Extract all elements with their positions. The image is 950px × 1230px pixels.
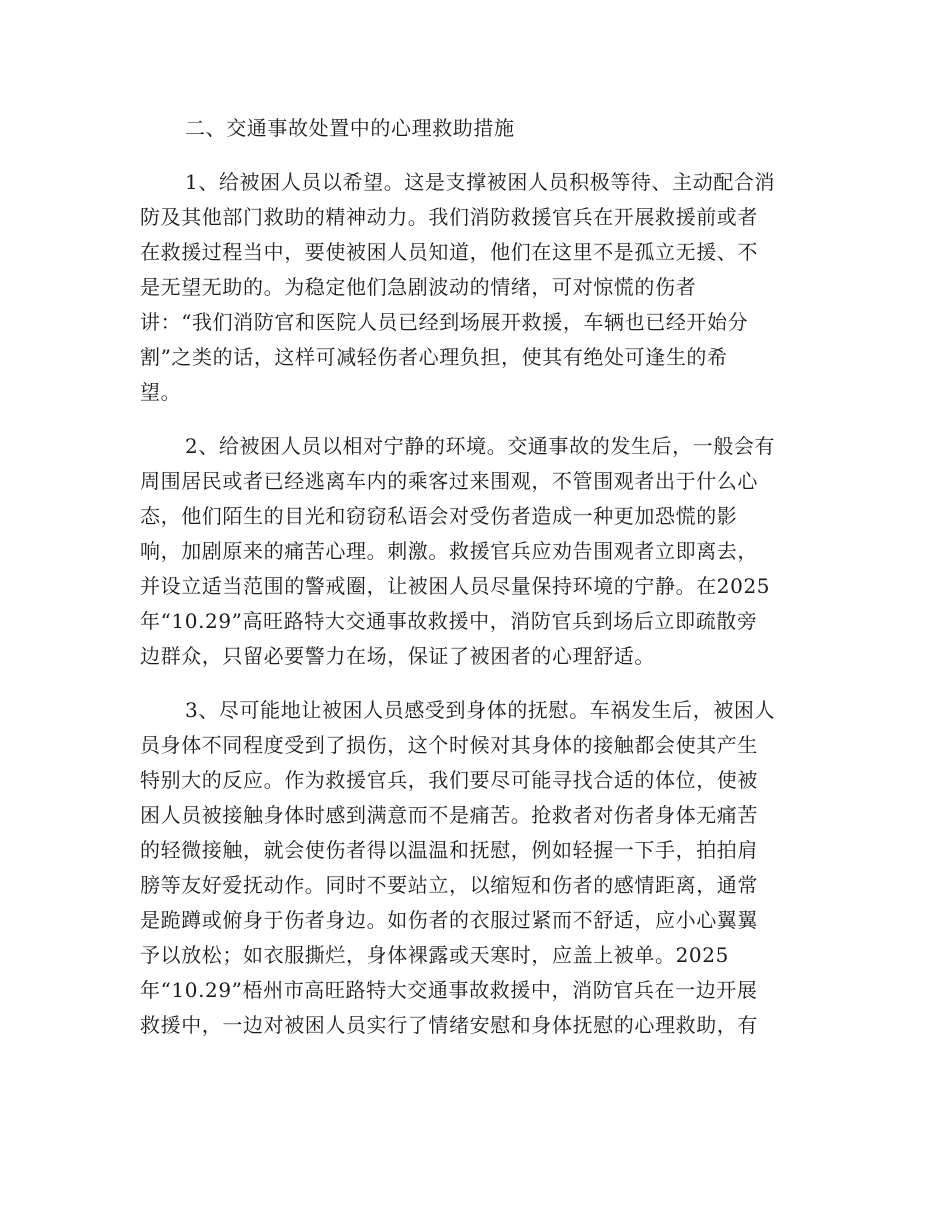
paragraph-line: 膀等友好爱抚动作。同时不要站立，以缩短和伤者的感情距离，通常 xyxy=(140,873,758,897)
paragraph-line: 予以放松；如衣服撕烂，身体裸露或天寒时，应盖上被单。2025 xyxy=(140,943,729,967)
paragraph-line: 态，他们陌生的目光和窃窃私语会对受伤者造成一种更加恐慌的影 xyxy=(140,504,738,528)
paragraph-line: 年“10.29”高旺路特大交通事故救援中，消防官兵到场后立即疏散旁 xyxy=(140,609,758,633)
document-body xyxy=(140,111,810,1043)
paragraph-line: 1、给被困人员以希望。这是支撑被困人员积极等待、主动配合消 xyxy=(185,170,776,194)
paragraph-line: 3、尽可能地让被困人员感受到身体的抚慰。车祸发生后，被困人 xyxy=(185,698,776,722)
paragraph-line: 并设立适当范围的警戒圈，让被困人员尽量保持环境的宁静。在2025 xyxy=(140,574,771,598)
paragraph-line: 周围居民或者已经逃离车内的乘客过来围观，不管围观者出于什么心 xyxy=(140,469,758,493)
paragraph-line: 是无望无助的。为稳定他们急剧波动的情绪，可对惊慌的伤者 xyxy=(140,275,697,299)
paragraph-line: 2、给被困人员以相对宁静的环境。交通事故的发生后，一般会有 xyxy=(185,434,776,458)
paragraph-line: 是跪蹲或俯身于伤者身边。如伤者的衣服过紧而不舒适，应小心翼翼 xyxy=(140,908,758,932)
paragraph-line: 特别大的反应。作为救援官兵，我们要尽可能寻找合适的体位，使被 xyxy=(140,768,758,792)
paragraph-line: 救援中，一边对被困人员实行了情绪安慰和身体抚慰的心理救助，有 xyxy=(140,1013,758,1037)
paragraph-gap xyxy=(140,146,810,165)
section-heading: 二、交通事故处置中的心理救助措施 xyxy=(185,116,515,140)
paragraph-3 xyxy=(140,693,810,1043)
paragraph-2 xyxy=(140,429,810,674)
paragraph-line: 防及其他部门救助的精神动力。我们消防救援官兵在开展救援前或者 xyxy=(140,205,758,229)
paragraph-gap xyxy=(140,674,810,693)
paragraph-line: 在救援过程当中，要使被困人员知道，他们在这里不是孤立无援、不 xyxy=(140,240,758,264)
paragraph-gap xyxy=(140,410,810,429)
paragraph-1 xyxy=(140,165,810,410)
paragraph-line: 年“10.29”梧州市高旺路特大交通事故救援中，消防官兵在一边开展 xyxy=(140,978,758,1002)
paragraph-line: 讲：“我们消防官和医院人员已经到场展开救援，车辆也已经开始分 xyxy=(140,310,749,334)
paragraph-line: 割”之类的话，这样可减轻伤者心理负担，使其有绝处可逢生的希 xyxy=(140,345,728,369)
paragraph-line: 员身体不同程度受到了损伤，这个时候对其身体的接触都会使其产生 xyxy=(140,733,758,757)
paragraph-line: 困人员被接触身体时感到满意而不是痛苦。抢救者对伤者身体无痛苦 xyxy=(140,803,758,827)
paragraph-line: 边群众，只留必要警力在场，保证了被困者的心理舒适。 xyxy=(140,644,655,668)
paragraph-line: 的轻微接触，就会使伤者得以温温和抚慰，例如轻握一下手，拍拍肩 xyxy=(140,838,758,862)
paragraph-line: 响，加剧原来的痛苦心理。刺激。救援官兵应劝告围观者立即离去， xyxy=(140,539,758,563)
paragraph-line: 望。 xyxy=(140,380,182,404)
